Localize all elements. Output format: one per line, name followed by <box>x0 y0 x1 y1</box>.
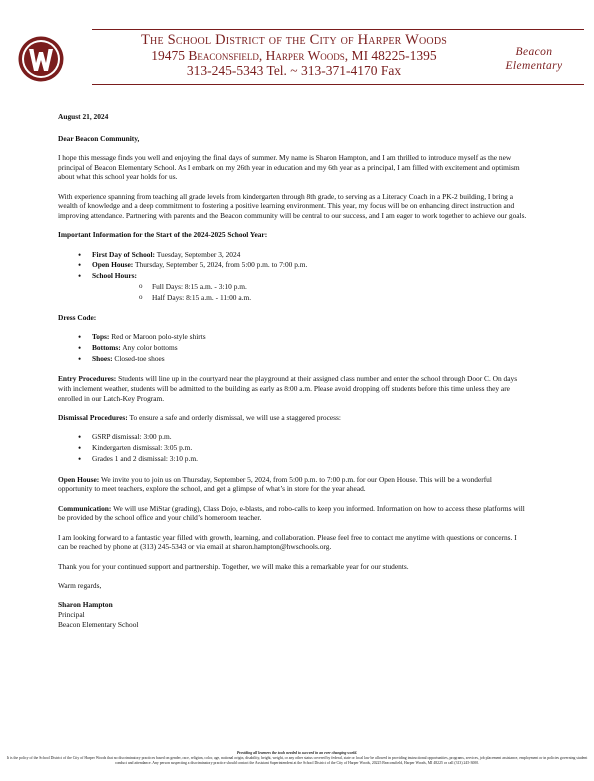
list-item: • Kindergarten dismissal: 3:05 p.m. <box>58 443 528 454</box>
list-item: • Grades 1 and 2 dismissal: 3:10 p.m. <box>58 454 528 465</box>
school-name-line2: Elementary <box>505 60 563 72</box>
thanks-paragraph: Thank you for your continued support and partnership. Together, we will make this a remarkable year for our students. <box>58 561 409 571</box>
district-address: 19475 Beaconsfield, Harper Woods, MI 48225-1395 <box>151 48 437 63</box>
important-heading: Important Information for the Start of the 2024-2025 School Year: <box>58 230 268 240</box>
dress-code-list <box>58 332 528 364</box>
header-rule-bottom <box>92 84 584 85</box>
signer-name: Sharon Hampton <box>58 600 113 610</box>
list-item: • Bottoms: Any color bottoms <box>58 343 528 354</box>
list-item: o Full Days: 8:15 a.m. - 3:10 p.m. <box>92 282 528 293</box>
letterhead <box>0 0 594 92</box>
contact-paragraph: I am looking forward to a fantastic year filled with growth, learning, and collaboration. Please feel free to contact me anytime with questions or concerns. I can be reached by phone at (313) 245-5343 or via email at sharon.hampton@hwschools.org. <box>58 532 517 552</box>
salutation: Dear Beacon Community, <box>58 133 140 143</box>
school-name <box>486 45 582 73</box>
harper-woods-w-logo-icon <box>18 36 64 82</box>
list-item: • Open House: Thursday, September 5, 2024, from 5:00 p.m. to 7:00 p.m. <box>58 260 528 271</box>
non-discrimination-policy: It is the policy of the School District of the City of Harper Woods that no discriminatory practices based on gender, race, religion, color, age, national origin, disability, height, weight, or any other status covered by federal, state or local law be allowed in providing instructional opportunities, programs, services, job placement assistance, employment or in policies governing student conduct and attendance. Any person suspecting a discriminatory practice should contact the Assistant Superintendent at the School District of the City of Harper Woods, 20225 Beaconsfield, Harper Woods, MI 48225 or call (313) 245-3000. <box>6 755 588 765</box>
school-hours-list <box>92 282 528 303</box>
list-item: • Shoes: Closed-toe shoes <box>58 354 528 365</box>
list-item: • School Hours: o Full Days: 8:15 a.m. - 3:10 p.m. o Half Days: 8:15 a.m. - 11:00 a.m. <box>58 271 528 303</box>
closing: Warm regards, <box>58 580 102 590</box>
email-link[interactable]: sharon.hampton@hwschools.org <box>232 542 330 552</box>
experience-paragraph: With experience spanning from teaching all grade levels from kindergarten through 8th grade, to serving as a Literacy Coach in a PK-2 building, I bring a wealth of knowledge and a deep commitment to fostering a positive learning environment. This year, my focus will be on enhancing direct instruction and improving attendance. Partnering with parents and the Beacon community will be central to our success, and I am eager to work together to achieve our goals. <box>58 191 527 220</box>
communication-paragraph: Communication: We will use MiStar (grading), Class Dojo, e-blasts, and robo-calls to keep you informed. Information on how to access these platforms will be provided by the school office and your child’s homeroom teacher. <box>58 503 525 523</box>
signer-school: Beacon Elementary School <box>58 619 139 629</box>
header-rule-top <box>92 29 584 30</box>
district-name: The School District of the City of Harper Woods <box>140 32 448 48</box>
letter-body <box>58 112 528 629</box>
school-name-line1: Beacon <box>515 46 553 58</box>
intro-paragraph: I hope this message finds you well and enjoying the final days of summer. My name is Sharon Hampton, and I am thrilled to introduce myself as the new principal of Beacon Elementary School. As I embark on my 26th year in education and my 6th year as a principal, I am filled with excitement and optimism about what this school year holds for us. <box>58 152 520 182</box>
entry-procedures-paragraph: Entry Procedures: Students will line up in the courtyard near the playground at their assigned class number and enter the school through Door C. On days with inclement weather, students will be admitted to the building as early as 8:00 a.m. Please avoid dropping off students before this time unless they are enrolled in our Latch-Key Program. <box>58 374 518 403</box>
open-house-paragraph: Open House: We invite you to join us on Thursday, September 5, 2024, from 5:00 p.m. to 7:00 p.m. for our Open House. This will be a wonderful opportunity to meet teachers, explore the school, and get a glimpse of what’s in store for the year ahead. <box>58 474 492 494</box>
signer-title: Principal <box>58 609 85 619</box>
footer-motto: Providing all learners the tools needed to succeed in an ever changing world. <box>236 751 358 755</box>
district-info <box>104 33 484 78</box>
footer <box>6 751 588 765</box>
list-item: • Tops: Red or Maroon polo-style shirts <box>58 332 528 343</box>
list-item: • GSRP dismissal: 3:00 p.m. <box>58 432 528 443</box>
district-phone-fax: 313-245-5343 Tel. ~ 313-371-4170 Fax <box>186 63 402 78</box>
letter-date: August 21, 2024 <box>58 112 109 121</box>
dismissal-list <box>58 432 528 464</box>
list-item: • First Day of School: Tuesday, September 3, 2024 <box>58 250 528 261</box>
important-list <box>58 250 528 304</box>
list-item: o Half Days: 8:15 a.m. - 11:00 a.m. <box>92 293 528 304</box>
dismissal-procedures-paragraph: Dismissal Procedures: To ensure a safe and orderly dismissal, we will use a staggered process: <box>58 413 341 423</box>
dress-code-heading: Dress Code: <box>58 312 97 322</box>
